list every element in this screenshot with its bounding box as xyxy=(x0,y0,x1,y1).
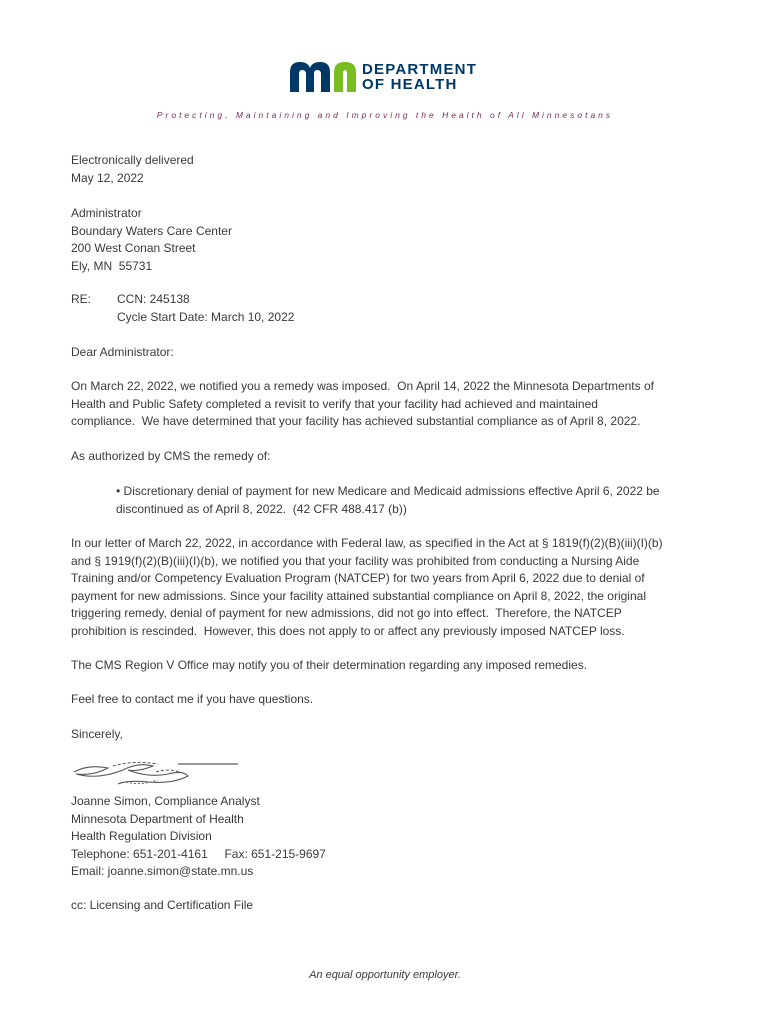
logo-line-2: OF HEALTH xyxy=(362,76,458,93)
paragraph-line: Training and/or Competency Evaluation Program (NATCEP) for two years from April 6, 2022 due to denial of xyxy=(71,571,645,585)
signatory-email: Email: joanne.simon@state.mn.us xyxy=(71,864,254,878)
logo-line-1: DEPARTMENT xyxy=(362,61,478,78)
tagline: Protecting, Maintaining and Improving the Health of All Minnesotans xyxy=(156,110,614,120)
logo-wordmark xyxy=(362,62,477,92)
closing: Sincerely, xyxy=(71,727,123,741)
letterhead xyxy=(0,58,770,102)
signatory-name: Joanne Simon, Compliance Analyst xyxy=(71,794,260,808)
paragraph-line: In our letter of March 22, 2022, in accordance with Federal law, as specified in the Act at § 1819(f)(2)(B)(iii)(I)(b) xyxy=(71,536,663,550)
handwritten-signature xyxy=(68,756,243,790)
signatory-division: Health Regulation Division xyxy=(71,829,212,843)
re-cycle-date: Cycle Start Date: March 10, 2022 xyxy=(117,309,295,324)
footer-eeo: An equal opportunity employer. xyxy=(309,969,461,981)
cc-line: cc: Licensing and Certification File xyxy=(71,898,254,912)
bullet-item xyxy=(71,483,711,518)
paragraph-line: and § 1919(f)(2)(B)(iii)(I)(b), we notified you that your facility was prohibited from conducting a Nursing Aide xyxy=(71,553,640,568)
signatory-phone: Telephone: 651-201-4161 Fax: 651-215-9697 xyxy=(71,846,326,861)
paragraph-line: prohibition is rescinded. However, this does not apply to or affect any previously imposed NATCEP loss. xyxy=(71,623,625,638)
letter-date: May 12, 2022 xyxy=(71,170,144,185)
delivery-method: Electronically delivered xyxy=(71,153,194,167)
paragraph-cms-region: The CMS Region V Office may notify you of their determination regarding any imposed remedies. xyxy=(71,658,588,672)
recipient-facility: Boundary Waters Care Center xyxy=(71,223,232,238)
re-ccn: CCN: 245138 xyxy=(117,292,190,306)
bullet-line: discontinued as of April 8, 2022. (42 CFR 488.417 (b)) xyxy=(116,501,407,516)
paragraph-line: Health and Public Safety completed a revisit to verify that your facility had achieved and maintained xyxy=(71,396,598,411)
recipient-address xyxy=(71,205,711,275)
salutation: Dear Administrator: xyxy=(71,345,174,359)
paragraph-line: payment for new admissions. Since your facility attained substantial compliance on April 8, 2022, the original xyxy=(71,588,646,603)
paragraph-line: compliance. We have determined that your facility has achieved substantial compliance as of April 8, 2022. xyxy=(71,414,641,428)
recipient-street: 200 West Conan Street xyxy=(71,241,196,255)
delivery-block xyxy=(71,152,711,187)
paragraph-line: triggering remedy, denial of payment for new admissions, did not go into effect. Therefore, the NATCEP xyxy=(71,606,622,620)
paragraph-line: On March 22, 2022, we notified you a remedy was imposed. On April 14, 2022 the Minnesota Departments of xyxy=(71,379,654,393)
re-block xyxy=(71,291,711,326)
paragraph-authorized: As authorized by CMS the remedy of: xyxy=(71,449,271,463)
recipient-title: Administrator xyxy=(71,206,142,220)
signatory-block xyxy=(71,793,711,881)
re-label: RE: xyxy=(71,292,92,306)
signatory-department: Minnesota Department of Health xyxy=(71,811,244,826)
paragraph-natcep xyxy=(71,535,711,640)
paragraph-remedy-notice xyxy=(71,378,711,431)
paragraph-contact: Feel free to contact me if you have questions. xyxy=(71,692,314,706)
recipient-city: Ely, MN 55731 xyxy=(71,258,153,273)
bullet-line: • Discretionary denial of payment for new Medicare and Medicaid admissions effective April 6, 2022 be xyxy=(116,484,660,498)
